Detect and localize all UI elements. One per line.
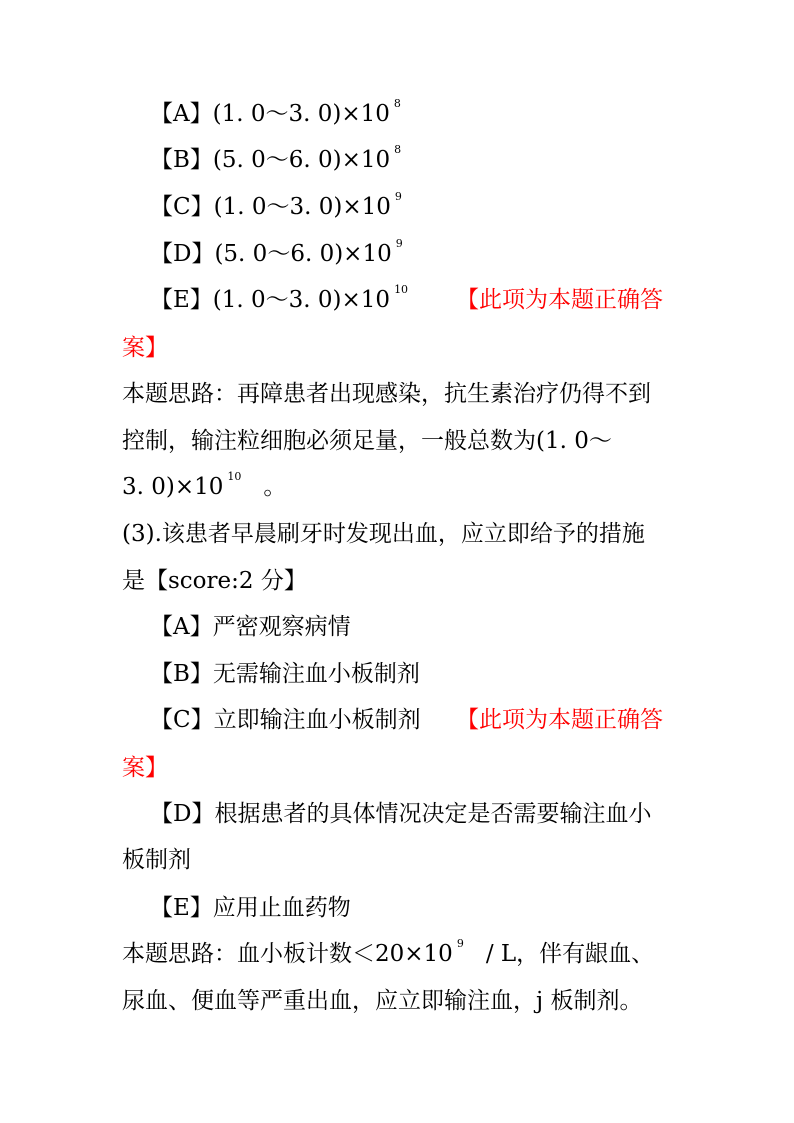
- question-stem: (3).该患者早晨刷牙时发现出血，应立即给予的措施: [122, 521, 645, 547]
- option-text: 严密观察病情: [212, 614, 351, 640]
- option-letter: 【A】: [150, 101, 213, 127]
- correct-answer-mark: 【此项为本题正确答: [456, 287, 663, 313]
- option-e: [150, 893, 351, 923]
- correct-answer-mark-cont: 案】: [122, 755, 168, 781]
- option-letter: 【E】: [150, 895, 213, 921]
- option-text: (5. 0～6. 0)×10: [212, 147, 391, 173]
- option-b: [150, 659, 420, 689]
- option-letter: 【C】: [150, 707, 214, 733]
- option-letter: 【D】: [150, 241, 215, 267]
- option-letter: 【C】: [150, 194, 214, 220]
- option-text: (5. 0～6. 0)×10: [214, 241, 392, 267]
- option-d: [150, 239, 403, 269]
- analysis-line: 尿血、便血等严重出血，应立即输注血，j 板制剂。: [122, 988, 643, 1014]
- exponent: 10: [227, 470, 242, 483]
- exponent: 10: [394, 283, 409, 296]
- exponent: 9: [394, 190, 402, 203]
- analysis-line: 控制，输注粒细胞必须足量，一般总数为(1. 0～: [122, 428, 612, 454]
- exponent: 9: [456, 937, 464, 950]
- analysis-line: 本题思路：再障患者出现感染，抗生素治疗仍得不到: [122, 381, 651, 407]
- analysis-text: 3. 0)×10: [122, 474, 224, 500]
- correct-answer-mark: 【此项为本题正确答: [456, 707, 663, 733]
- option-text: (1. 0～3. 0)×10: [212, 287, 391, 313]
- option-c: [150, 192, 402, 222]
- option-text: 应用止血药物: [212, 895, 351, 921]
- option-text: 立即输注血小板制剂: [213, 707, 421, 733]
- exponent: 9: [395, 237, 403, 250]
- option-a: [150, 99, 401, 129]
- analysis-text: / L，伴有龈血、: [485, 941, 655, 967]
- option-a: [150, 612, 351, 642]
- option-letter: 【B】: [150, 147, 213, 173]
- option-text: (1. 0～3. 0)×10: [213, 194, 391, 220]
- exponent: 8: [394, 143, 402, 156]
- analysis-line: [122, 472, 286, 502]
- option-text: 根据患者的具体情况决定是否需要输注血小: [214, 801, 652, 827]
- option-letter: 【A】: [150, 614, 213, 640]
- option-e: [150, 285, 408, 315]
- exponent: 8: [393, 97, 401, 110]
- option-letter: 【B】: [150, 661, 213, 687]
- option-b: [150, 145, 401, 175]
- option-letter: 【D】: [150, 801, 215, 827]
- option-letter: 【E】: [150, 287, 213, 313]
- option-d-cont: 板制剂: [122, 847, 191, 873]
- option-c: [150, 705, 421, 735]
- option-d: [150, 799, 651, 829]
- option-text: 无需输注血小板制剂: [212, 661, 420, 687]
- option-text: (1. 0～3. 0)×10: [212, 101, 390, 127]
- period: 。: [263, 474, 287, 500]
- question-stem-cont: 是【score:2 分】: [122, 568, 307, 594]
- analysis-text: 本题思路：血小板计数＜20×10: [122, 941, 453, 967]
- analysis-line: [122, 939, 654, 969]
- correct-answer-mark-cont: 案】: [122, 335, 168, 361]
